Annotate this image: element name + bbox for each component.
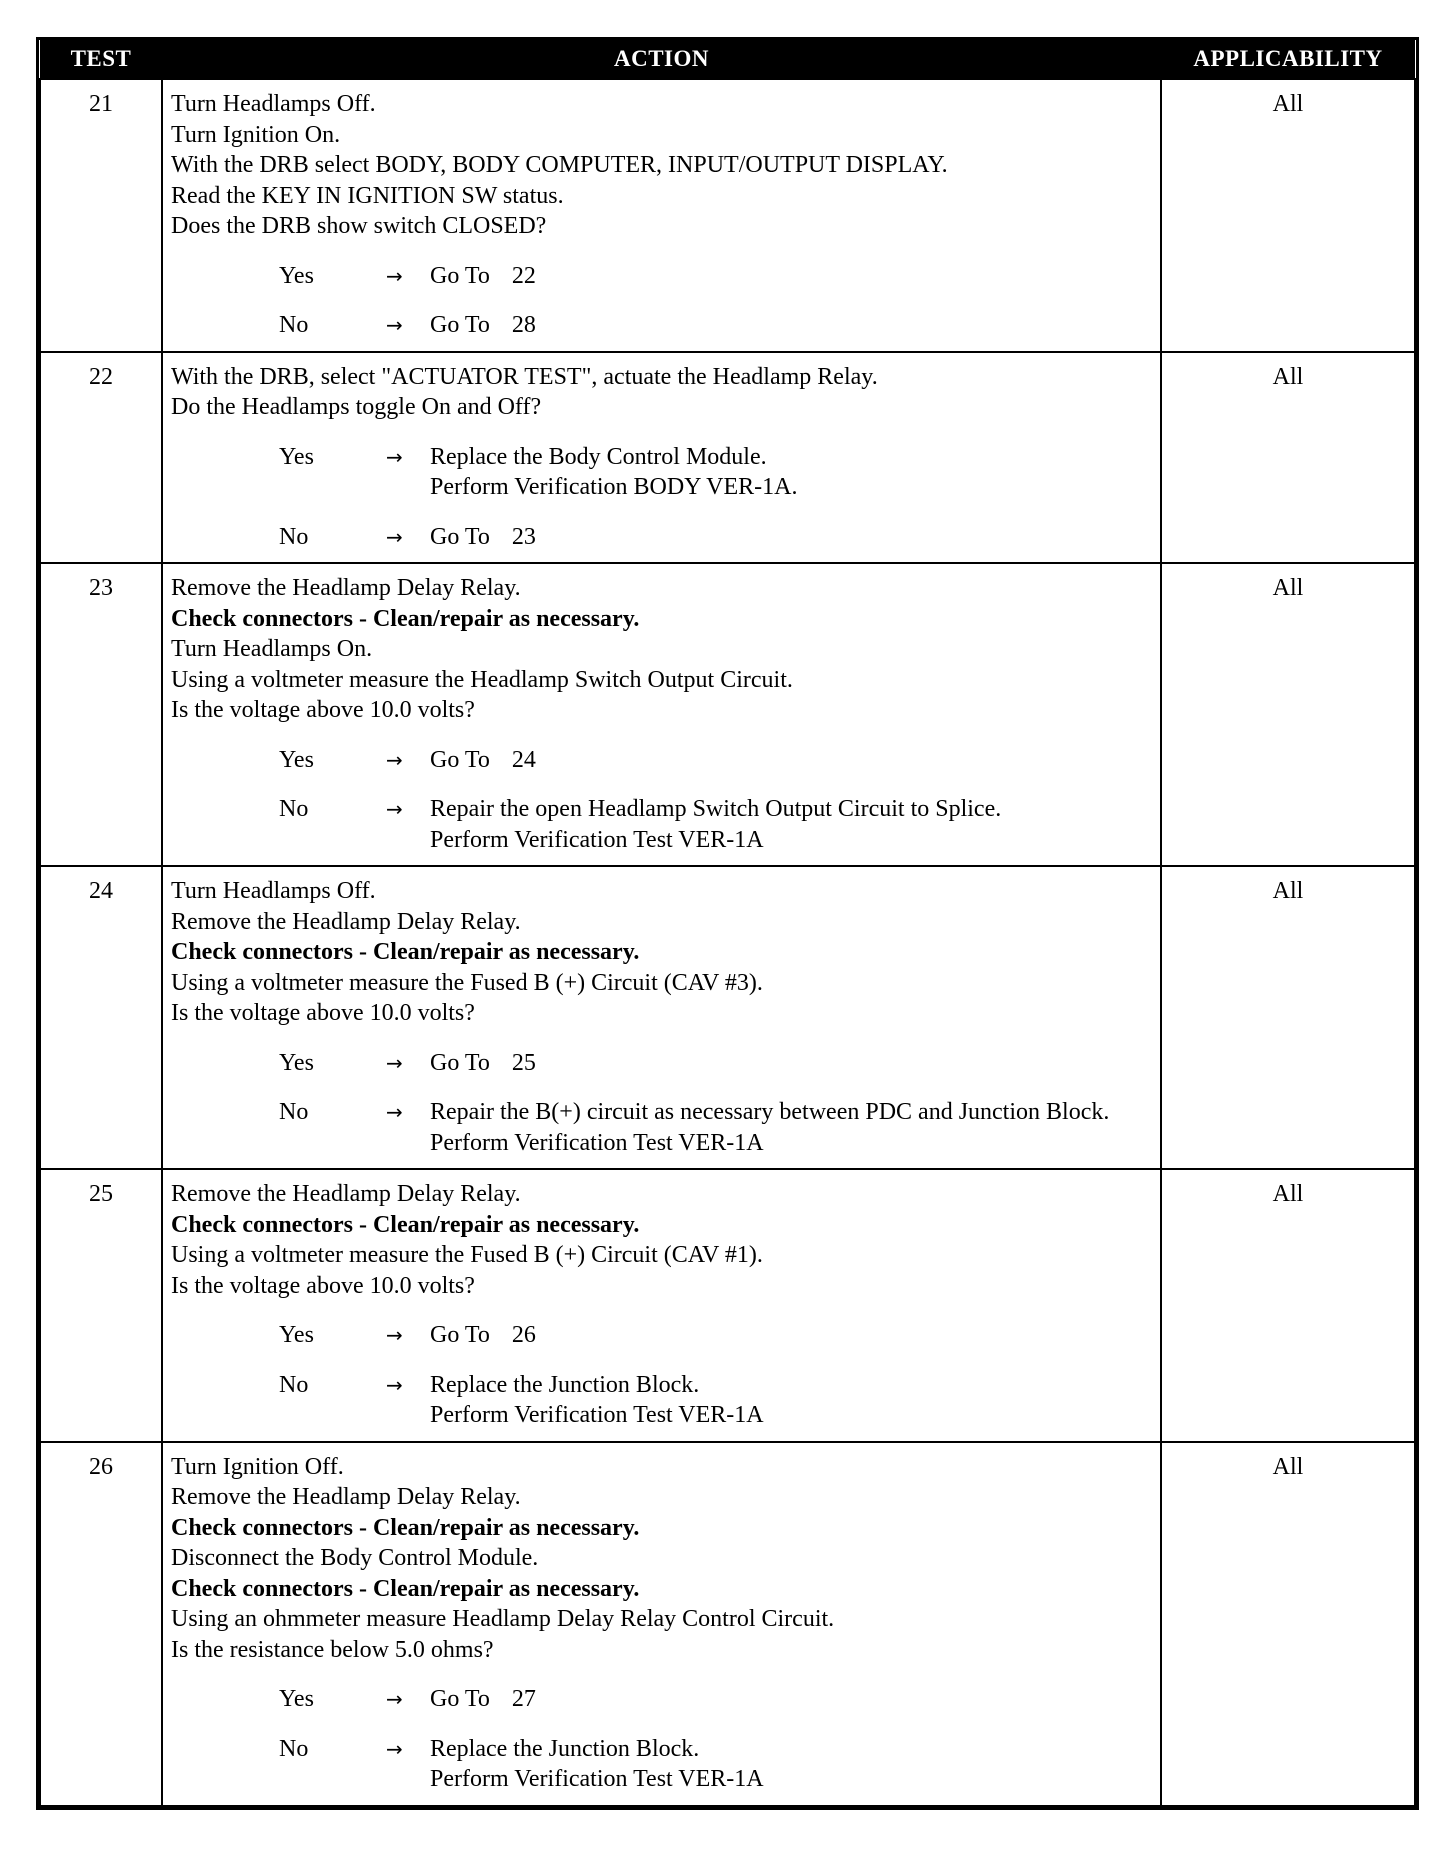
- branch-instruction: Perform Verification BODY VER-1A.: [430, 474, 798, 500]
- branch-yes: [171, 442, 1154, 503]
- goto-target: 22: [511, 262, 536, 289]
- arrow-right-icon: →: [386, 1100, 403, 1124]
- action-cell: [162, 352, 1161, 564]
- goto-label: Go To: [430, 312, 490, 338]
- goto-label: Go To: [430, 1049, 490, 1076]
- test-number: 26: [40, 1442, 162, 1806]
- arrow-right-icon: →: [386, 1050, 403, 1075]
- action-step: Read the KEY IN IGNITION SW status.: [171, 182, 564, 209]
- branch-instruction: Repair the open Headlamp Switch Output Circuit to Splice.: [430, 796, 1002, 822]
- action-cell: [162, 1169, 1161, 1442]
- branch-yes: [171, 745, 1154, 776]
- branch-yes: [171, 1684, 1154, 1715]
- arrow-right-icon: →: [386, 313, 403, 337]
- action-step: Remove the Headlamp Delay Relay.: [171, 1484, 521, 1510]
- action-step: Turn Ignition Off.: [171, 1453, 344, 1480]
- table-row: [40, 563, 1415, 866]
- branch-answer: No: [279, 523, 309, 550]
- action-step: Using a voltmeter measure the Headlamp Switch Output Circuit.: [171, 666, 793, 693]
- branch-yes: [171, 1048, 1154, 1079]
- action-step: Using an ohmmeter measure Headlamp Delay Relay Control Circuit.: [171, 1606, 835, 1632]
- branch-yes: [171, 1320, 1154, 1351]
- goto-target: 26: [511, 1322, 536, 1348]
- branch-no: [171, 310, 1154, 341]
- goto-label: Go To: [430, 1686, 490, 1712]
- goto-target: 23: [511, 523, 536, 550]
- branch-no: [171, 1097, 1154, 1158]
- action-step: Remove the Headlamp Delay Relay.: [171, 908, 521, 935]
- action-step: Remove the Headlamp Delay Relay.: [171, 1181, 521, 1207]
- table-row: [40, 352, 1415, 564]
- arrow-right-icon: →: [386, 524, 403, 549]
- table-header-row: [40, 40, 1415, 79]
- action-cell: [162, 563, 1161, 866]
- branch-answer: Yes: [279, 262, 314, 289]
- branch-instruction: Replace the Body Control Module.: [430, 443, 767, 470]
- action-step: Using a voltmeter measure the Fused B (+) Circuit (CAV #1).: [171, 1242, 763, 1268]
- branch-answer: No: [279, 312, 309, 338]
- branch-answer: No: [279, 796, 309, 822]
- goto-target: 25: [511, 1049, 536, 1076]
- check-instruction: Check connectors - Clean/repair as necessary.: [171, 605, 640, 632]
- branch-answer: Yes: [279, 1686, 314, 1712]
- goto-target: 27: [511, 1686, 536, 1712]
- arrow-right-icon: →: [386, 444, 403, 469]
- arrow-right-icon: →: [386, 747, 403, 772]
- action-step: Is the voltage above 10.0 volts?: [171, 697, 475, 723]
- action-step: Turn Headlamps On.: [171, 636, 373, 662]
- branch-instruction: Perform Verification Test VER-1A: [430, 1402, 764, 1428]
- header-test: TEST: [40, 40, 162, 79]
- branch-answer: No: [279, 1735, 309, 1762]
- action-cell: [162, 866, 1161, 1169]
- action-step: Is the resistance below 5.0 ohms?: [171, 1636, 494, 1663]
- goto-label: Go To: [430, 1322, 490, 1348]
- branch-answer: Yes: [279, 746, 314, 773]
- branch-no: [171, 1734, 1154, 1795]
- test-number: 25: [40, 1169, 162, 1442]
- branch-instruction: Replace the Junction Block.: [430, 1735, 700, 1762]
- action-cell: [162, 1442, 1161, 1806]
- branch-no: [171, 522, 1154, 553]
- table-row: [40, 1169, 1415, 1442]
- goto-target: 28: [511, 312, 536, 338]
- test-number: 22: [40, 352, 162, 564]
- header-action: ACTION: [162, 40, 1161, 79]
- action-step: Is the voltage above 10.0 volts?: [171, 1000, 475, 1026]
- action-cell: [162, 79, 1161, 352]
- applicability-value: All: [1161, 563, 1415, 866]
- check-instruction: Check connectors - Clean/repair as necessary.: [171, 1211, 640, 1238]
- check-instruction: Check connectors - Clean/repair as necessary.: [171, 1514, 640, 1541]
- action-step: Remove the Headlamp Delay Relay.: [171, 575, 521, 601]
- action-step: Do the Headlamps toggle On and Off?: [171, 394, 542, 420]
- arrow-right-icon: →: [386, 1687, 403, 1711]
- arrow-right-icon: →: [386, 1372, 403, 1397]
- branch-answer: No: [279, 1371, 309, 1398]
- check-instruction: Check connectors - Clean/repair as necessary.: [171, 1575, 640, 1602]
- goto-label: Go To: [430, 262, 490, 289]
- action-step: Does the DRB show switch CLOSED?: [171, 213, 547, 239]
- test-number: 24: [40, 866, 162, 1169]
- action-step: Turn Headlamps Off.: [171, 91, 376, 117]
- branch-answer: Yes: [279, 1049, 314, 1076]
- branch-instruction: Perform Verification Test VER-1A: [430, 1129, 764, 1156]
- branch-instruction: Perform Verification Test VER-1A: [430, 1766, 764, 1792]
- action-step: Turn Ignition On.: [171, 121, 341, 148]
- applicability-value: All: [1161, 1169, 1415, 1442]
- arrow-right-icon: →: [386, 263, 403, 288]
- branch-instruction: Perform Verification Test VER-1A: [430, 826, 764, 853]
- branch-instruction: Repair the B(+) circuit as necessary between PDC and Junction Block.: [430, 1099, 1110, 1125]
- branch-answer: Yes: [279, 1322, 314, 1348]
- applicability-value: All: [1161, 352, 1415, 564]
- arrow-right-icon: →: [386, 1736, 403, 1761]
- branch-answer: Yes: [279, 443, 314, 470]
- check-instruction: Check connectors - Clean/repair as necessary.: [171, 939, 640, 965]
- branch-no: [171, 1370, 1154, 1431]
- goto-label: Go To: [430, 523, 490, 550]
- table-row: [40, 79, 1415, 352]
- action-step: Is the voltage above 10.0 volts?: [171, 1272, 475, 1299]
- goto-target: 24: [511, 746, 536, 773]
- header-applicability: APPLICABILITY: [1161, 40, 1415, 79]
- arrow-right-icon: →: [386, 1323, 403, 1347]
- action-step: With the DRB, select "ACTUATOR TEST", actuate the Headlamp Relay.: [171, 363, 878, 390]
- diagnostic-test-table: [36, 37, 1419, 1810]
- applicability-value: All: [1161, 1442, 1415, 1806]
- branch-answer: No: [279, 1099, 309, 1125]
- branch-instruction: Replace the Junction Block.: [430, 1371, 700, 1398]
- goto-label: Go To: [430, 746, 490, 773]
- test-number: 21: [40, 79, 162, 352]
- action-step: Disconnect the Body Control Module.: [171, 1545, 539, 1571]
- branch-yes: [171, 261, 1154, 292]
- action-step: With the DRB select BODY, BODY COMPUTER, INPUT/OUTPUT DISPLAY.: [171, 152, 948, 178]
- applicability-value: All: [1161, 79, 1415, 352]
- arrow-right-icon: →: [386, 797, 403, 821]
- action-step: Using a voltmeter measure the Fused B (+) Circuit (CAV #3).: [171, 969, 763, 996]
- action-step: Turn Headlamps Off.: [171, 878, 376, 904]
- applicability-value: All: [1161, 866, 1415, 1169]
- table-row: [40, 1442, 1415, 1806]
- table-row: [40, 866, 1415, 1169]
- branch-no: [171, 794, 1154, 855]
- test-number: 23: [40, 563, 162, 866]
